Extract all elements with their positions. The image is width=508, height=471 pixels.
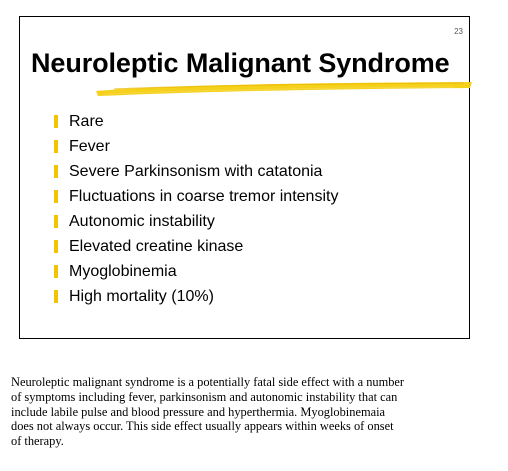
slide xyxy=(19,16,470,339)
highlight-underline xyxy=(94,77,474,99)
caption-line: of symptoms including fever, parkinsonism and autonomic instability that can xyxy=(11,389,398,404)
bullet-marker-icon xyxy=(54,140,58,153)
bullet-text: High mortality (10%) xyxy=(69,288,214,305)
caption xyxy=(11,375,491,449)
bullet-text: Rare xyxy=(69,113,104,130)
caption-line: include labile pulse and blood pressure and hyperthermia. Myoglobinemaia xyxy=(11,404,386,419)
bullet-marker-icon xyxy=(54,265,58,278)
bullet-marker-icon xyxy=(54,215,58,228)
bullet-item xyxy=(50,159,338,184)
bullet-item xyxy=(50,184,338,209)
bullet-list xyxy=(50,109,338,309)
bullet-marker-icon xyxy=(54,165,58,178)
caption-line: does not always occur. This side effect usually appears within weeks of onset xyxy=(11,419,394,434)
bullet-item xyxy=(50,259,338,284)
bullet-item xyxy=(50,109,338,134)
caption-line: Neuroleptic malignant syndrome is a potentially fatal side effect with a number xyxy=(11,375,405,389)
bullet-item xyxy=(50,234,338,259)
caption-line: of therapy. xyxy=(11,434,64,449)
bullet-item xyxy=(50,209,338,234)
bullet-text: Fever xyxy=(69,138,110,155)
bullet-text: Elevated creatine kinase xyxy=(69,238,244,255)
slide-title: Neuroleptic Malignant Syndrome xyxy=(31,48,450,78)
bullet-marker-icon xyxy=(54,290,58,303)
bullet-text: Severe Parkinsonism with catatonia xyxy=(69,163,323,180)
bullet-marker-icon xyxy=(54,115,58,128)
bullet-text: Myoglobinemia xyxy=(69,263,177,280)
slide-number: 23 xyxy=(454,27,463,36)
bullet-item xyxy=(50,284,338,309)
bullet-marker-icon xyxy=(54,240,58,253)
bullet-text: Fluctuations in coarse tremor intensity xyxy=(69,188,339,205)
bullet-item xyxy=(50,134,338,159)
bullet-text: Autonomic instability xyxy=(69,213,215,230)
bullet-marker-icon xyxy=(54,190,58,203)
